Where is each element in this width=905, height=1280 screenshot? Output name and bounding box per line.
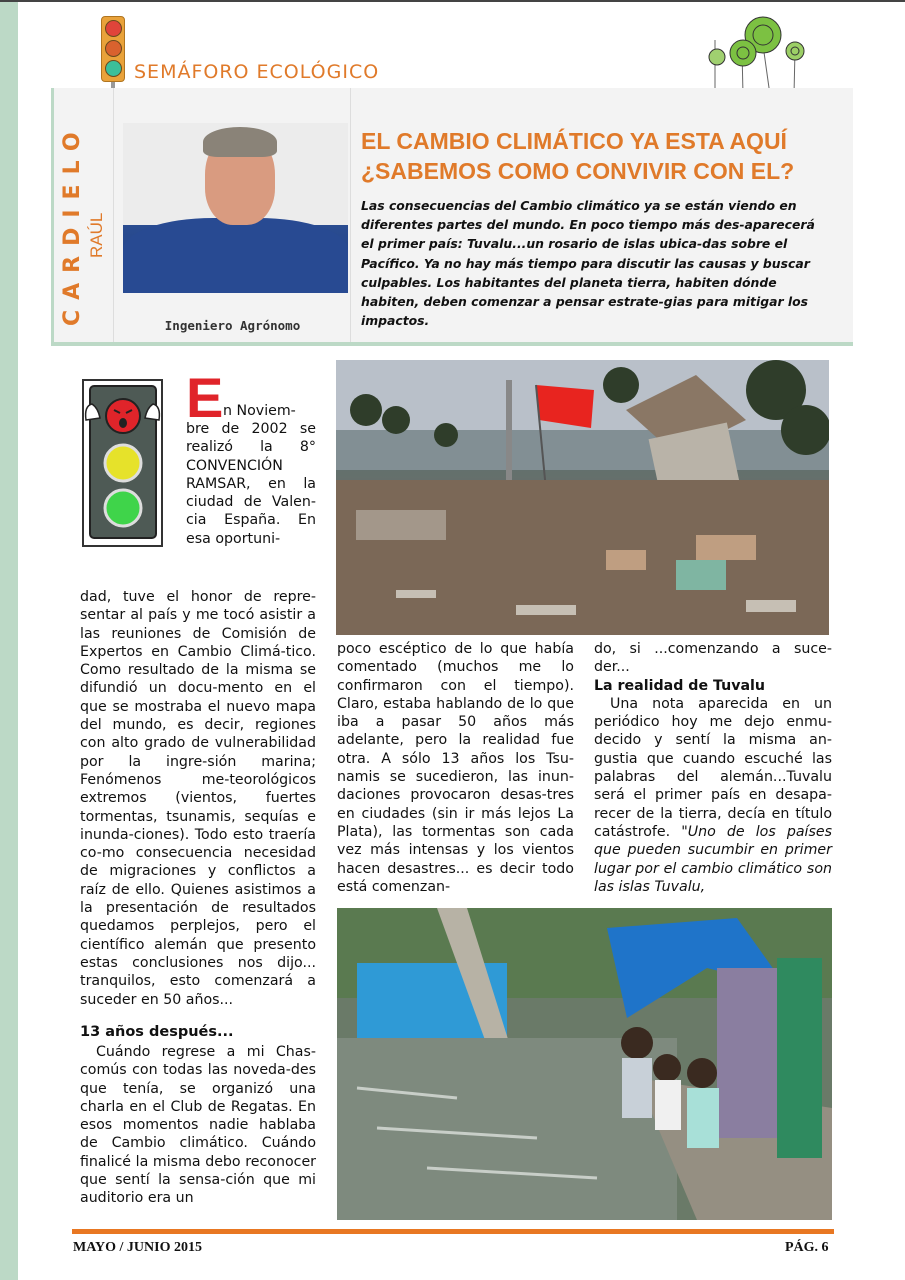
issue-date: MAYO / JUNIO 2015 [73, 1240, 202, 1255]
col3-text-2 [594, 695, 832, 896]
col3-text-1: do, si ...comenzando a suce-der... [594, 641, 832, 676]
trees-icon [705, 10, 815, 95]
top-rule [0, 0, 905, 2]
left-margin-stripe [0, 2, 18, 1280]
section-title: SEMÁFORO ECOLÓGICO [134, 61, 380, 83]
col3-body [594, 640, 832, 896]
footer-rule [72, 1229, 834, 1234]
col3-paragraph: Una nota aparecida en un periódico hoy me dejo enmu-decido y sentí la misma an-gustia que cuando escuché las palabras del alemán...Tuvalu será el primer país en desapa-recer de la tierra, decía en título catástrofe. [594, 695, 832, 840]
col1-top-text: bre de 2002 se realizó la 8° CONVENCIÓN RAMSAR, en la ciudad de Valen-cia España. En esa oportuni- [186, 421, 316, 547]
traffic-light-icon [101, 16, 125, 82]
subheading-tuvalu: La realidad de Tuvalu [594, 677, 766, 694]
article-lede: Las consecuencias del Cambio climático ya se están viendo en diferentes partes del mundo. En poco tiempo más des-aparecerá el primer país: Tuvalu...un rosario de islas ubica-das sobre el Pacífico. Ya no hay más tiempo para discutir las causas y buscar culpables. Los habitantes del planeta tierra, habiten dónde habiten, deben comenzar a pensar estrate-gias para mitigar los impactos. [361, 198, 815, 329]
col1-sub-text: Cuándo regrese a mi Chas-comús con todas las noveda-des que tenía, se organizó una charla en el Club de Regatas. En esos momentos nadie hablaba de Cambio climático. Cuándo finalicé la misma debo reconocer que sentí la sensa-ción que mi auditorio era un [80, 1044, 316, 1207]
headline-line-1: EL CAMBIO CLIMÁTICO YA ESTA AQUÍ [361, 128, 787, 154]
author-name-column [54, 88, 114, 342]
headline-line-2: ¿SABEMOS COMO CONVIVIR CON EL? [361, 158, 795, 184]
tsunami-destruction-photo [336, 360, 829, 635]
author-firstname: RAÚL [87, 212, 106, 258]
subheading-13-anos: 13 años después... [80, 1024, 234, 1040]
author-surname: CARDIELO [60, 122, 85, 326]
article-headline [361, 126, 794, 186]
tuvalu-flood-photo [337, 908, 832, 1220]
col3-quote: "Uno de los países que pueden sucumbir en primer lugar por el cambio climático son las islas Tuvalu, [594, 823, 832, 895]
author-role: Ingeniero Agrónomo [164, 318, 301, 333]
author-photo-column [114, 88, 351, 342]
col1-first-line: n Noviem- [223, 403, 296, 419]
page-number: PÁG. 6 [785, 1240, 829, 1255]
drop-cap: E [186, 366, 224, 429]
author-photo [123, 123, 348, 293]
angry-traffic-light-icon [80, 378, 165, 548]
author-box [51, 88, 853, 346]
col2-body-text: poco escéptico de lo que había comentado (muchos me lo confirmaron con el tiempo). Claro, estaba hablando de lo que iba a pasar 50 años más adelante, pero la realidad fue otra. A sólo 13 años los Tsu-namis se sucedieron, las inun-daciones provocaron desas-tres en ciudades (sin ir más lejos La Plata), las tormentas son cada vez más intensas y los vientos hacen desastres... es decir todo está comenzan- [337, 641, 574, 895]
col1-body-text: dad, tuve el honor de repre-sentar al país y me tocó asistir a las reuniones de Comisión de Expertos en Cambio Climá-tico. Como resultado de la misma se difundió un docu-mento en el que se mostraba el nuevo mapa del mundo, es decir, regiones con alto grado de vulnerabilidad por la ingre-sión marina; Fenómenos me-teorológicos extremos (vientos, fuertes tormentas, tsunamis, sequías e inunda-ciones). Todo esto traería co-mo consecuencia necesidad de migraciones y conflictos a raíz de ello. Quienes asistimos a la presentación de resultados quedamos perplejos, pero el científico alemán que presento estas conclusiones nos dijo... tranquilos, esto comenzará a suceder en 50 años... [80, 589, 316, 1008]
